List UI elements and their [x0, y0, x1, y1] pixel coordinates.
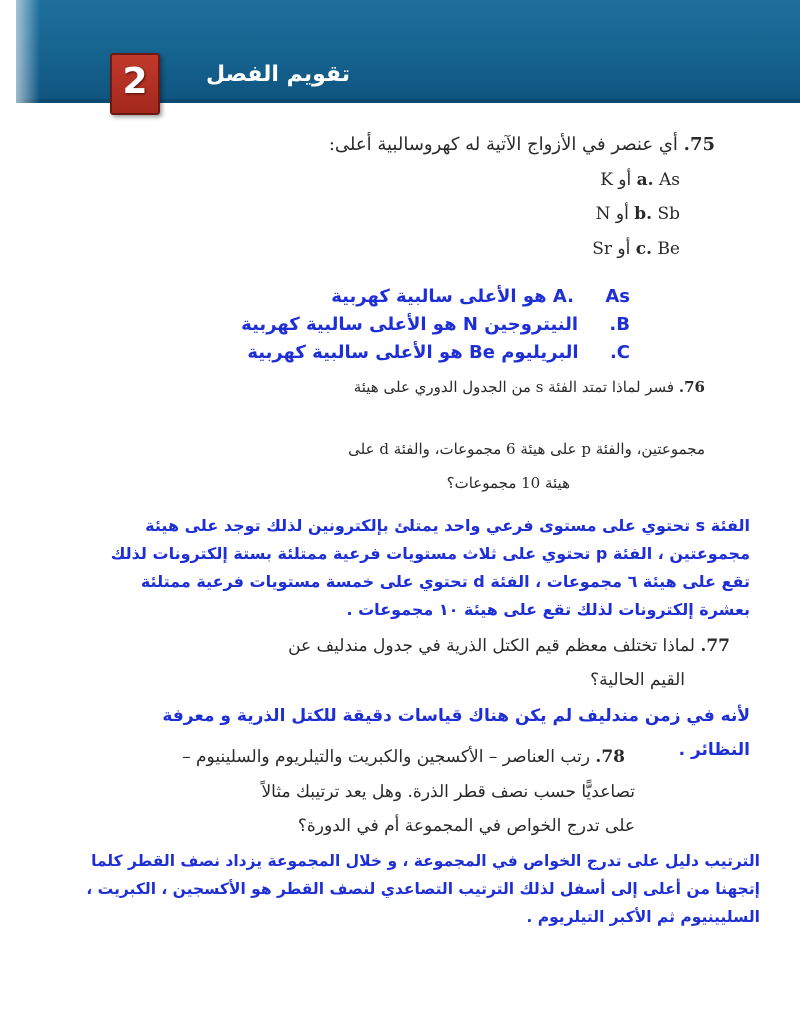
option-c [592, 239, 680, 259]
question-77-line-1 [288, 636, 730, 656]
answer-77-line-1: لأنه في زمن مندليف لم يكن هناك قياسات دقيقة للكتل الذرية و معرفة [162, 706, 750, 726]
answer-text: البريليوم Be هو الأعلى سالبية كهربية [247, 342, 579, 363]
question-text: أي عنصر في الأزواج الآتية له كهروسالبية أعلى: [328, 134, 678, 155]
question-number: 76. [678, 378, 705, 396]
option-a [600, 170, 680, 190]
answer-78 [36, 847, 760, 931]
question-number: 75. [683, 134, 715, 155]
option-text: Sb أو N [595, 204, 680, 224]
option-b [596, 204, 680, 224]
question-number: 77. [700, 636, 730, 656]
chapter-number: 2 [122, 61, 148, 102]
answer-line: إتجهنا من أعلى إلى أسفل لذلك الترتيب التصاعدي لنصف القطر هو الأكسجين ، الكبريت ، [86, 880, 760, 898]
answer-c [247, 342, 630, 363]
question-text: فسر لماذا تمتد الفئة s من الجدول الدوري على هيئة [353, 378, 675, 396]
question-78-line-3: على تدرج الخواص في المجموعة أم في الدورة؟ [297, 816, 635, 836]
answer-text: As هو الأعلى سالبية كهربية [331, 286, 630, 307]
question-text: لماذا تختلف معظم قيم الكتل الذرية في جدول مندليف عن [288, 636, 695, 656]
answer-line: الترتيب دليل على تدرج الخواص في المجموعة ، و خلال المجموعة يزداد نصف القطر كلما [91, 852, 760, 870]
question-76-line-1 [354, 378, 705, 396]
question-77-line-2: القيم الحالية؟ [590, 670, 685, 690]
question-75 [329, 134, 715, 155]
answer-letter: A. [552, 286, 574, 307]
answer-line: بعشرة إلكترونات لذلك تقع على هيئة ١٠ مجموعات . [346, 600, 750, 619]
question-78-line-1 [182, 747, 625, 767]
header-fade [0, 0, 40, 103]
answer-line: الفئة s تحتوي على مستوى فرعي واحد يمتلئ بإلكترونين لذلك توجد على هيئة [145, 516, 750, 535]
option-letter: b. [634, 204, 653, 224]
question-78-line-2: تصاعديًّا حسب نصف قطر الذرة. وهل يعد ترتيبك مثالاً [261, 782, 635, 802]
answer-a [331, 286, 630, 307]
answer-letter: B. [609, 314, 630, 335]
option-letter: c. [635, 239, 653, 259]
question-76-line-3: هيئة 10 مجموعات؟ [446, 474, 570, 492]
answer-b [241, 314, 630, 335]
option-letter: a. [636, 170, 654, 190]
question-number: 78. [595, 747, 625, 767]
answer-letter: C. [609, 342, 630, 363]
answer-line: السليينيوم ثم الأكبر التيلريوم . [526, 908, 760, 926]
option-text: As أو K [600, 170, 680, 190]
answer-76 [50, 512, 750, 624]
chapter-number-badge [110, 53, 160, 115]
option-text: Be أو Sr [592, 239, 680, 259]
answer-line: تقع على هيئة ٦ مجموعات ، الفئة d تحتوي على خمسة مستويات فرعية ممتلئة [140, 572, 750, 591]
question-text: رتب العناصر – الأكسجين والكبريت والتيلريوم والسلينيوم – [182, 747, 590, 767]
question-76-line-2: مجموعتين، والفئة p على هيئة 6 مجموعات، والفئة d على [348, 440, 705, 458]
answer-line: مجموعتين ، الفئة p تحتوي على ثلاث مستويات فرعية ممتلئة بستة إلكترونات لذلك [110, 544, 750, 563]
answer-77-line-2: النظائر . [678, 740, 750, 760]
chapter-title: تقويم الفصل [205, 62, 350, 87]
answer-text: النيتروجين N هو الأعلى سالبية كهربية [241, 314, 579, 335]
